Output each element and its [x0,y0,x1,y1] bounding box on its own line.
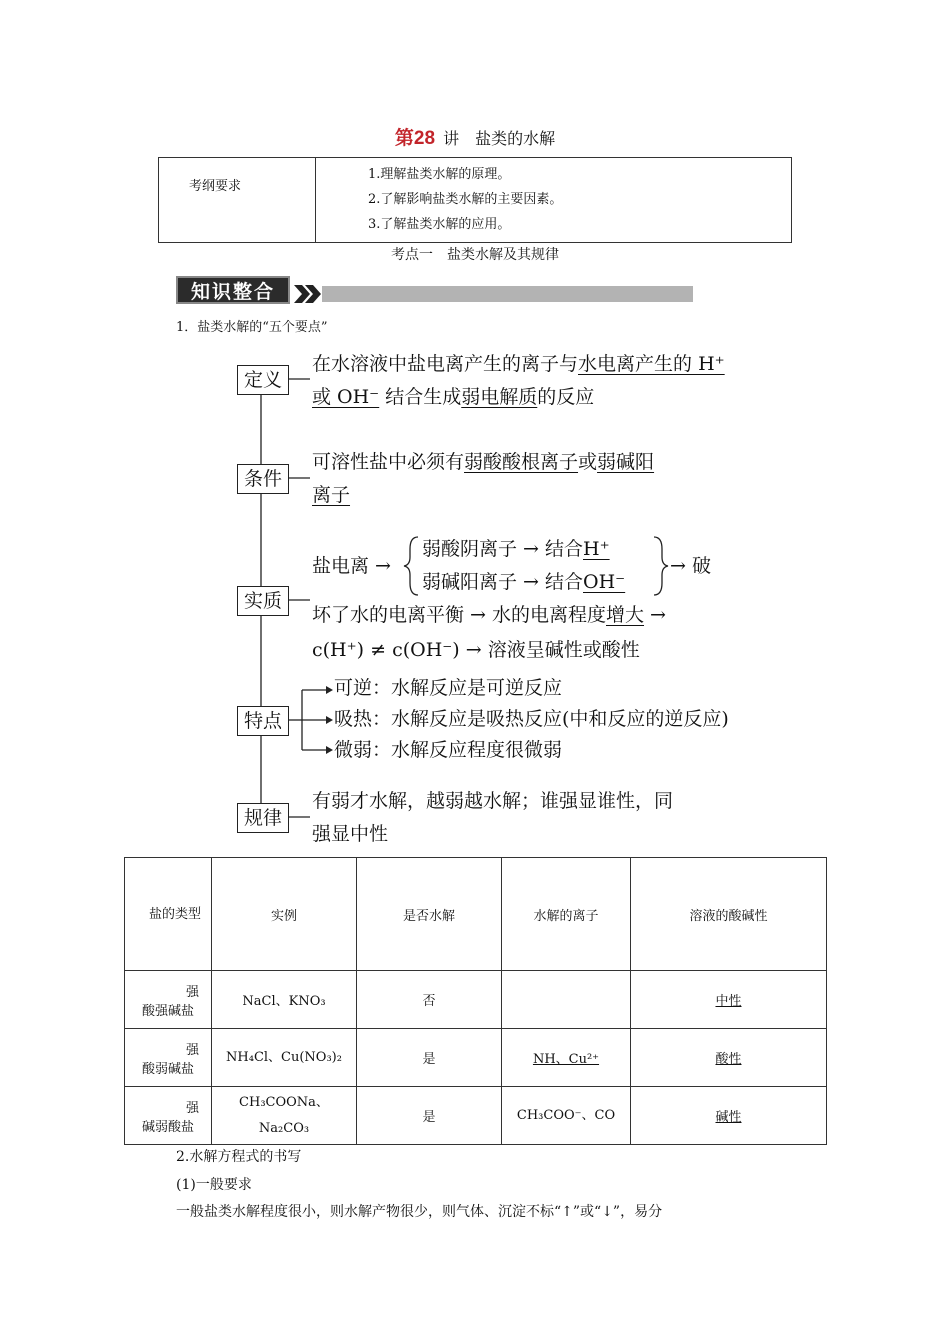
rule-line1: 有弱才水解，越弱越水解；谁强显谁性，同 [312,790,674,812]
table-header-row [125,858,827,971]
condition-box: 条件 [237,464,289,494]
essence-box: 实质 [237,586,289,616]
hydrolyze-cell: 否 [357,971,502,1029]
essence-line2: 坏了水的电离平衡 → 水的电离程度增大 → [312,604,666,626]
essence-po: → 破 [670,555,711,577]
essence-line3: c(H⁺) ≠ c(OH⁻) → 溶液呈碱性或酸性 [312,639,640,661]
feature-item: 微弱：水解反应程度很微弱 [334,739,563,761]
heading-general-requirements: (1)一般要求 [176,1177,252,1193]
table-row [125,1029,827,1087]
heading-equation-writing: 2.水解方程式的书写 [176,1149,302,1165]
paragraph-text: 一般盐类水解程度很小，则水解产物很少，则气体、沉淀不标“↑”或“↓”，易分 [176,1204,663,1220]
rule-line2: 强显中性 [312,823,389,845]
example-cell: CH₃COONa、Na₂CO₃ [212,1087,357,1145]
lecture-title: 讲 盐类的水解 [443,129,556,148]
acidity-cell: 酸性 [631,1029,827,1087]
definition-line1: 在水溶液中盐电离产生的离子与水电离产生的 H⁺ [312,353,725,375]
condition-line2: 离子 [312,484,351,506]
banner-bar [322,286,693,302]
rule-box: 规律 [237,803,289,833]
acidity-cell: 碱性 [631,1087,827,1145]
salt-type-cell: 强 酸弱碱盐 [125,1029,212,1087]
essence-branch2: 弱碱阳离子 → 结合OH⁻ [422,571,626,593]
feature-item: 可逆：水解反应是可逆反应 [334,677,563,699]
example-cell: NaCl、KNO₃ [212,971,357,1029]
salt-types-table [124,857,827,1145]
requirements-label: 考纲要求 [159,158,316,243]
salt-type-cell: 强 碱弱酸盐 [125,1087,212,1145]
lecture-number: 第28 [394,128,436,149]
requirements-table [158,157,792,243]
feature-item: 吸热：水解反应是吸热反应(中和反应的逆反应) [334,708,729,730]
salt-type-cell: 强 酸强碱盐 [125,971,212,1029]
header-hydrolyze: 是否水解 [357,858,502,971]
essence-branch1: 弱酸阴离子 → 结合H⁺ [422,538,610,560]
essence-salt: 盐电离 → [312,555,391,577]
requirements-list [316,158,792,243]
ions-cell: NH、Cu²⁺ [502,1029,631,1087]
acidity-cell: 中性 [631,971,827,1029]
table-row [125,1087,827,1145]
double-chevron-icon [292,283,324,305]
section-title: 考点一 盐类水解及其规律 [391,247,559,263]
five-points-diagram [230,345,790,855]
page-title [0,123,950,150]
hydrolyze-cell: 是 [357,1029,502,1087]
table-row [125,971,827,1029]
requirement-item: 2.了解影响盐类水解的主要因素。 [368,192,563,207]
definition-line2: 或 OH⁻ 结合生成弱电解质的反应 [312,386,595,408]
heading-five-points: 1．盐类水解的“五个要点” [176,320,328,335]
requirement-item: 3.了解盐类水解的应用。 [368,217,511,232]
requirement-item: 1.理解盐类水解的原理。 [368,167,511,182]
definition-box: 定义 [237,365,289,395]
header-acidity: 溶液的酸碱性 [631,858,827,971]
example-cell: NH₄Cl、Cu(NO₃)₂ [212,1029,357,1087]
condition-line1: 可溶性盐中必须有弱酸酸根离子或弱碱阳 [312,451,655,473]
ions-cell: CH₃COO⁻、CO [502,1087,631,1145]
header-example: 实例 [212,858,357,971]
header-salt-type: 盐的类型 [125,858,212,971]
hydrolyze-cell: 是 [357,1087,502,1145]
feature-box: 特点 [237,706,289,736]
header-ions: 水解的离子 [502,858,631,971]
ions-cell [502,971,631,1029]
knowledge-banner: 知识整合 [176,276,290,304]
